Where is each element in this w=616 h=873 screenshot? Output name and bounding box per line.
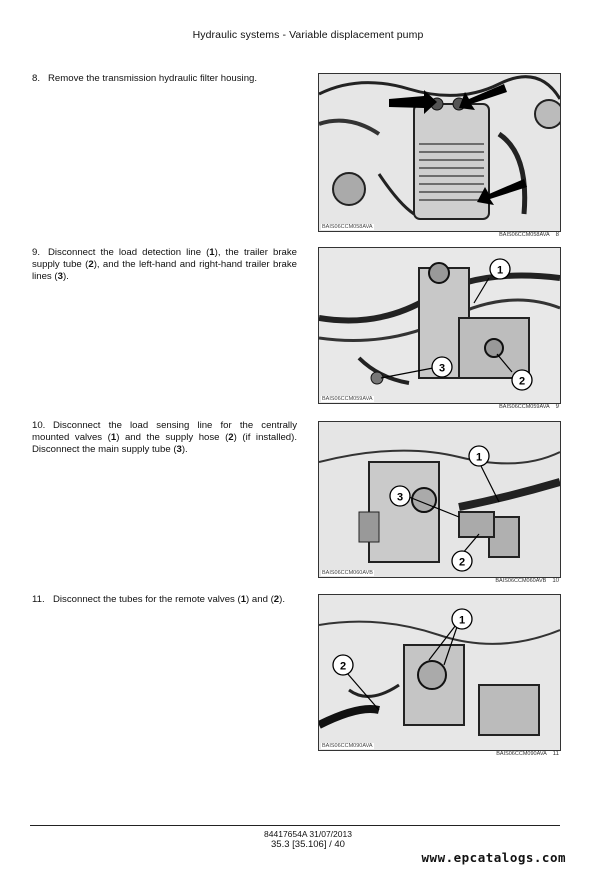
step-number: 11.: [32, 594, 45, 605]
step-11: [32, 594, 297, 606]
figure-11-callout-2: 2: [339, 660, 347, 673]
figure-10-callout-3: 3: [396, 491, 404, 504]
figure-code-label: BAIS06CCM059AVA: [322, 396, 373, 402]
step-text: Remove the transmission hydraulic filter housing.: [48, 73, 258, 84]
figure-8-caption: [440, 232, 559, 238]
figure-10-caption: [440, 578, 559, 584]
step-number: 10.: [32, 420, 46, 431]
callout-ref: 2: [228, 432, 234, 444]
step-text: ) and (: [246, 594, 274, 605]
step-text: ), and the left-hand and right-hand trailer brake lines (: [32, 259, 297, 283]
engine-photo-illustration: [319, 74, 560, 231]
figure-code-label: BAIS06CCM090AVA: [322, 743, 373, 749]
figure-9-callout-2: 2: [518, 375, 526, 388]
footer-divider: [30, 825, 560, 826]
figure-11-photo: [318, 594, 561, 751]
figure-9-photo: [318, 247, 561, 404]
callout-ref: 1: [240, 594, 247, 605]
step-text: Disconnect the tubes for the remote valves (: [53, 594, 241, 605]
step-text: ), the trailer brake supply tube (: [32, 247, 297, 271]
figure-number: 9: [555, 404, 559, 410]
step-8: [32, 73, 297, 85]
step-number: 9.: [32, 247, 41, 258]
step-10: [32, 420, 297, 457]
figure-caption-code: BAIS06CCM058AVA: [499, 232, 550, 238]
figure-code-label: BAIS06CCM060AVB: [322, 570, 373, 576]
figure-10-callout-1: 1: [475, 451, 483, 464]
figure-9-caption: [440, 404, 559, 410]
figure-caption-code: BAIS06CCM059AVA: [499, 404, 550, 410]
callout-ref: 2: [88, 259, 94, 271]
step-text: ) (if installed). Disconnect the main supply tube (: [32, 432, 297, 456]
step-text: ).: [62, 271, 69, 283]
figure-11-callout-1: 1: [458, 614, 466, 627]
figure-caption-code: BAIS06CCM090AVA: [496, 751, 547, 757]
callout-ref: 1: [110, 432, 117, 444]
step-text: Disconnect the load sensing line for the centrally mounted valves (: [32, 420, 297, 444]
figure-number: 10: [552, 578, 559, 584]
step-9: [32, 247, 297, 284]
callout-ref: 3: [57, 271, 63, 283]
step-text: ) and the supply hose (: [116, 432, 229, 444]
figure-10-callout-2: 2: [458, 556, 466, 569]
figure-code-label: BAIS06CCM058AVA: [322, 224, 373, 230]
valve-photo-illustration: [319, 248, 560, 403]
callout-ref: 1: [209, 247, 215, 258]
remote-valves-photo-illustration: [319, 595, 560, 750]
figure-9-callout-3: 3: [438, 362, 446, 375]
figure-11-caption: [440, 751, 559, 757]
figure-9-callout-1: 1: [496, 264, 504, 277]
footer-page-number: 35.3 [35.106] / 40: [271, 839, 345, 850]
central-valves-photo-illustration: [319, 422, 560, 577]
figure-8-photo: [318, 73, 561, 232]
page-header-title: Hydraulic systems - Variable displacement pump: [192, 29, 424, 41]
figure-number: 11: [552, 751, 559, 757]
callout-ref: 2: [273, 594, 280, 605]
footer-document-id: 84417654A 31/07/2013: [264, 829, 352, 839]
step-text: ).: [181, 444, 188, 456]
figure-number: 8: [555, 232, 559, 238]
step-text: ).: [279, 594, 285, 605]
figure-caption-code: BAIS06CCM060AVB: [495, 578, 547, 584]
callout-ref: 3: [176, 444, 182, 456]
step-number: 8.: [32, 73, 41, 84]
watermark-text: www.epcatalogs.com: [421, 850, 566, 865]
step-text: Disconnect the load detection line (: [48, 247, 210, 258]
figure-10-photo: [318, 421, 561, 578]
